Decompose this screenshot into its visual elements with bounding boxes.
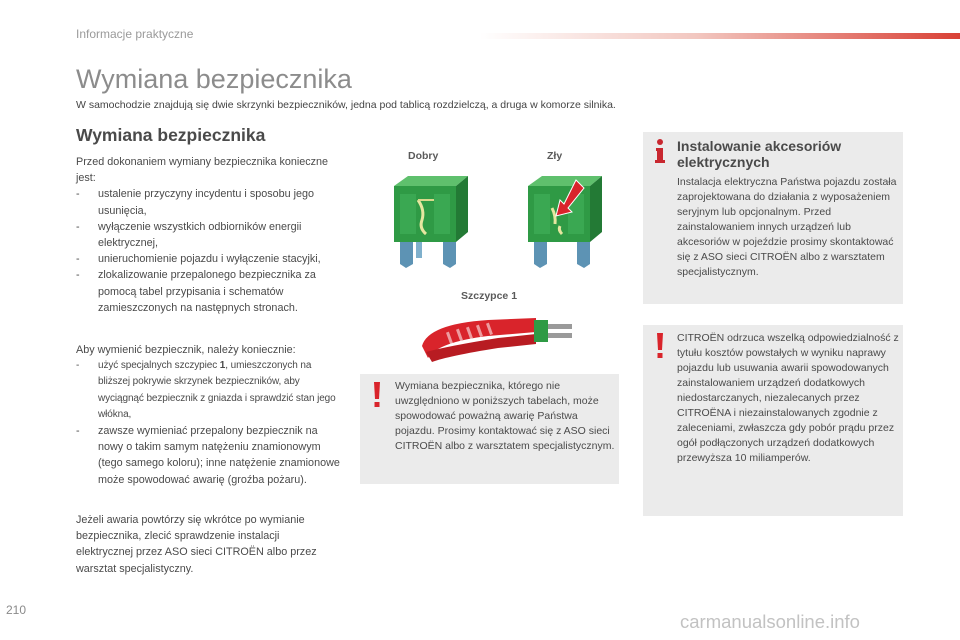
info-icon [652, 138, 668, 164]
blown-fuse-illustration [522, 172, 612, 278]
prerequisites-list [76, 186, 338, 316]
info-box-title: Instalowanie akcesoriów elektrycznych [677, 138, 842, 170]
replacement-block [76, 342, 342, 488]
exclamation-icon [652, 331, 668, 361]
list-item: - unieruchomienie pojazdu i wyłączenie stacyjki, [76, 251, 338, 267]
page-title: Wymiana bezpiecznika [76, 64, 352, 94]
watermark: carmanualsonline.info [680, 611, 860, 632]
section-subtitle: Wymiana bezpiecznika [76, 125, 266, 145]
info-box-text: Instalacja elektryczna Państwa pojazdu została zaprojektowana do działania z wyposażeniem seryjnym lub opcjonalnym. Przed zainstalowaniem innych urządzeń lub akcesoriów w pojeździe prosimy skontaktować się z ASO sieci CITROËN albo z warsztatem specjalistycznym. [677, 176, 897, 278]
liability-warning-text: CITROËN odrzuca wszelką odpowiedzialność z tytułu kosztów powstałych w wyniku naprawy pojazdu lub usuwania awarii spowodowanych zainstalowaniem urządzeń dodatkowych niedostarczanych, niezalecanych przez CITROËNA i niezainstalowanych zgodnie z zaleceniami, zwłaszcza gdy pobór prądu przez ogół podłączonych urządzeń dodatkowych przewyższa 10 miliamperów. [677, 332, 899, 464]
list-item: - wyłączenie wszystkich odbiorników energii elektrycznej, [76, 219, 338, 251]
list-item: - zlokalizowanie przepalonego bezpiecznika za pomocą tabel przypisania i schematów zamieszczonych na następnych stronach. [76, 267, 338, 316]
fuse-pliers-illustration [418, 302, 578, 370]
recurrence-note: Jeżeli awaria powtórzy się wkrótce po wymianie bezpiecznika, zlecić sprawdzenie instalacji elektrycznej przez ASO sieci CITROËN albo przez warsztat specjalistyczny. [76, 514, 317, 575]
list-item-text: użyć specjalnych szczypiec [98, 360, 220, 372]
header-gradient-line [480, 33, 960, 39]
list-item: - ustalenie przyczyny incydentu i sposobu jego usunięcia, [76, 186, 338, 218]
liability-warning-box [643, 325, 903, 516]
list-item-text: , umieszczonych na bliższej pokrywie skrzynek bezpieczników, aby wyciągnąć bezpiecznik z gniazda i sprawdzić stan jego włókna, [98, 360, 336, 420]
replacement-list [76, 358, 342, 488]
pliers-label: Szczypce 1 [461, 290, 518, 302]
prerequisites-intro: Przed dokonaniem wymiany bezpiecznika konieczne jest: [76, 156, 329, 185]
good-fuse-label: Dobry [408, 150, 439, 162]
exclamation-icon [369, 380, 385, 410]
prerequisites-block [76, 154, 338, 316]
pliers-reference: 1 [219, 360, 226, 372]
list-item [76, 358, 342, 423]
page-number: 210 [6, 603, 27, 617]
intro-text: W samochodzie znajdują się dwie skrzynki bezpieczników, jedna pod tablicą rozdzielczą, a druga w komorze silnika. [76, 99, 616, 111]
list-item: - zawsze wymieniać przepalony bezpiecznik na nowy o takim samym natężeniu znamionowym (tego samego koloru); inne natężenie znamionowe może spowodować awarię (groźba pożaru). [76, 423, 342, 488]
good-fuse-illustration [388, 172, 478, 278]
fuse-warning-box [360, 374, 619, 484]
section-label: Informacje praktyczne [76, 27, 194, 41]
replacement-intro: Aby wymienić bezpiecznik, należy koniecznie: [76, 344, 296, 356]
bad-fuse-label: Zły [547, 150, 563, 162]
fuse-warning-text: Wymiana bezpiecznika, którego nie uwzględniono w poniższych tabelach, może spowodować poważną awarię Państwa pojazdu. Prosimy kontaktować się z ASO sieci CITROËN albo z warsztatem specjalistycznym. [395, 380, 615, 452]
